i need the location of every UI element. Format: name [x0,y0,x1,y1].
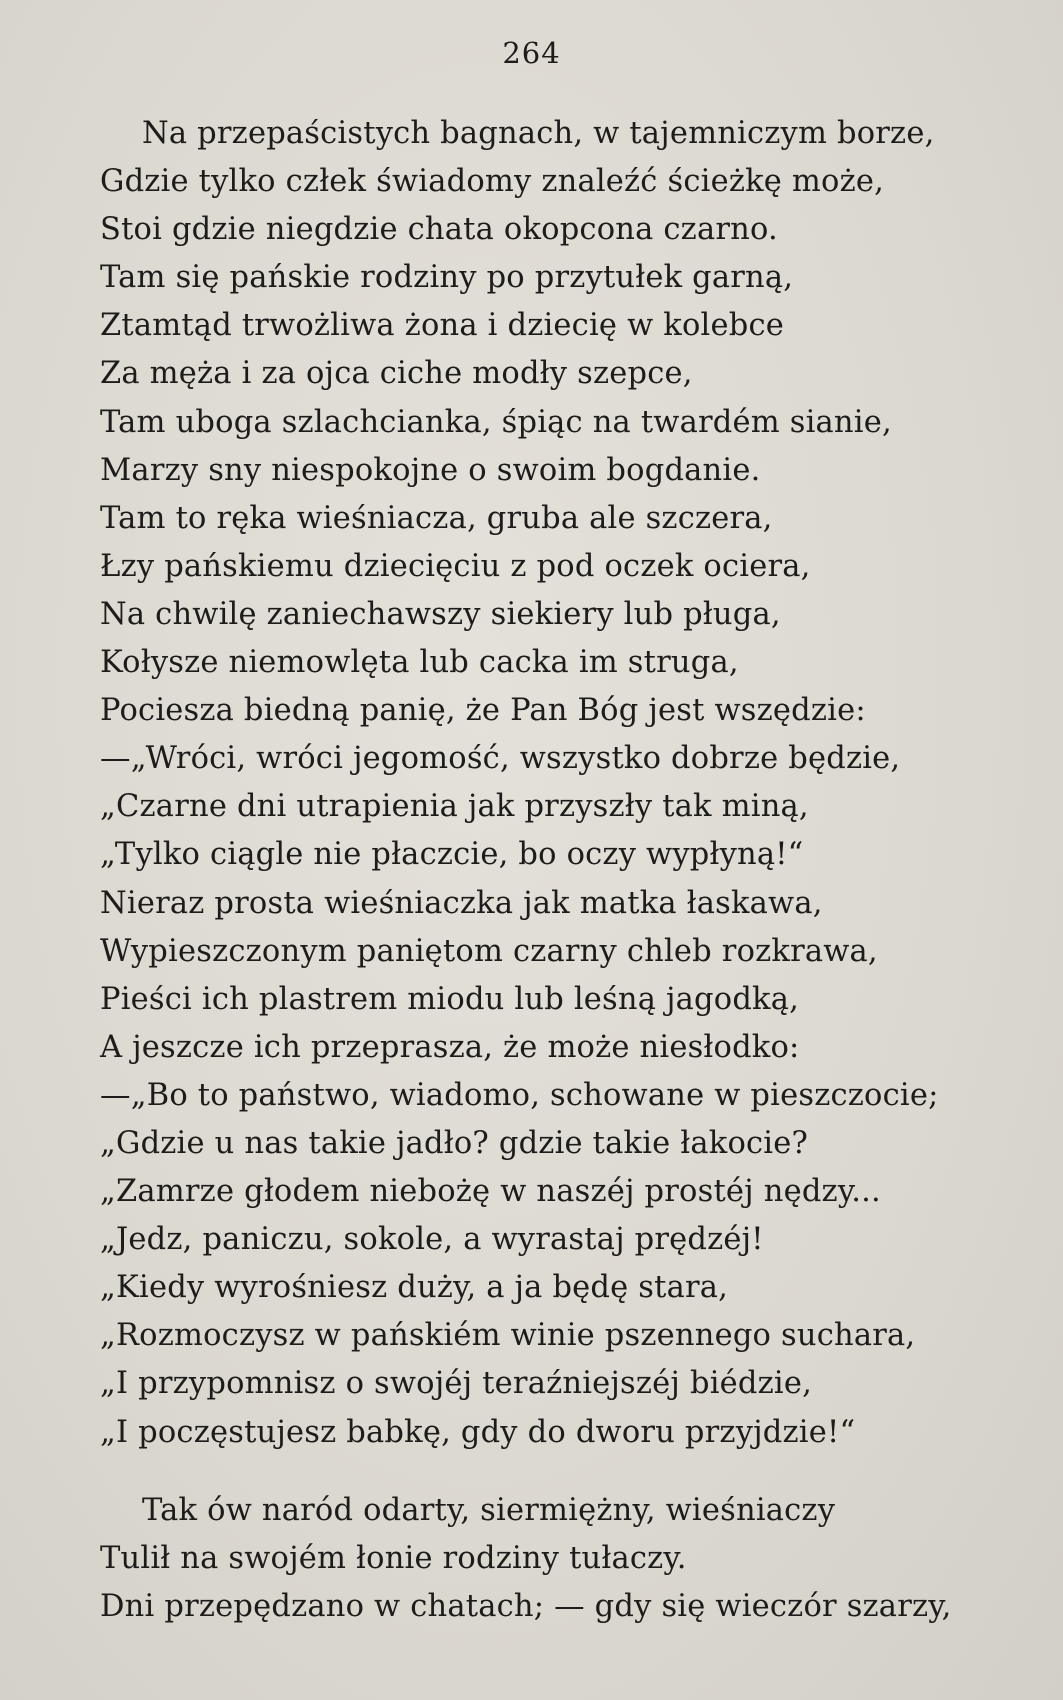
verse-line: „Tylko ciągle nie płaczcie, bo oczy wypłyną!“ [100,837,804,873]
verse-line: Tam uboga szlachcianka, śpiąc na twardém sianie, [100,404,892,440]
stanza-2 [100,1487,1020,1631]
verse-line: Dni przepędzano w chatach; — gdy się wieczór szarzy, [100,1589,952,1625]
verse-line: „Gdzie u nas takie jadło? gdzie takie łakocie? [100,1125,809,1161]
verse-line: Łzy pańskiemu dziecięciu z pod oczek ociera, [100,548,811,584]
verse-line: Stoi gdzie niegdzie chata okopcona czarno. [100,212,778,248]
page-number: 264 [502,36,561,70]
verse-line: Wypieszczonym paniętom czarny chleb rozkrawa, [100,933,878,969]
verse-line: „Kiedy wyrośniesz duży, a ja będę stara, [100,1270,729,1306]
verse-line: Na chwilę zaniechawszy siekiery lub pługa, [100,596,781,632]
verse-line: „Zamrze głodem niebożę w naszéj prostéj nędzy... [100,1174,881,1210]
verse-line: „Jedz, paniczu, sokole, a wyrastaj prędzéj! [100,1222,764,1258]
verse-line: Tulił na swojém łonie rodziny tułaczy. [100,1541,687,1577]
verse-line: „I przypomnisz o swojéj teraźniejszéj biédzie, [100,1366,812,1402]
verse-line: Za męża i za ojca ciche modły szepce, [100,356,693,392]
verse-line: Tak ów naród odarty, siermiężny, wieśniaczy [142,1493,836,1528]
verse-line: Tam się pańskie rodziny po przytułek garną, [100,260,794,296]
verse-line: Nieraz prosta wieśniaczka jak matka łaskawa, [100,885,823,921]
verse-line: „Rozmoczysz w pańskiém winie pszennego suchara, [100,1318,916,1354]
verse-line: Tam to ręka wieśniacza, gruba ale szczera, [100,500,773,536]
verse-line: —„Wróci, wróci jegomość, wszystko dobrze będzie, [100,741,901,777]
verse-line: Marzy sny niespokojne o swoim bogdanie. [100,452,761,488]
verse-line: Pieści ich plastrem miodu lub leśną jagodką, [100,981,800,1017]
verse-line: Pociesza biedną panię, że Pan Bóg jest wszędzie: [100,693,866,729]
verse-line: Gdzie tylko człek świadomy znaleźć ścieżkę może, [100,164,885,200]
verse-line: „Czarne dni utrapienia jak przyszły tak miną, [100,789,809,825]
verse-line: „I poczęstujesz babkę, gdy do dworu przyjdzie!“ [100,1414,856,1450]
stanza-1 [100,110,1020,1457]
verse-line: A jeszcze ich przeprasza, że może niesłodko: [100,1029,800,1065]
verse-line: —„Bo to państwo, wiadomo, schowane w pieszczocie; [100,1077,939,1113]
verse-line: Na przepaścistych bagnach, w tajemniczym borze, [142,116,935,151]
verse-line: Kołysze niemowlęta lub cacka im struga, [100,645,739,681]
verse-line: Ztamtąd trwożliwa żona i dziecię w kolebce [100,308,784,344]
